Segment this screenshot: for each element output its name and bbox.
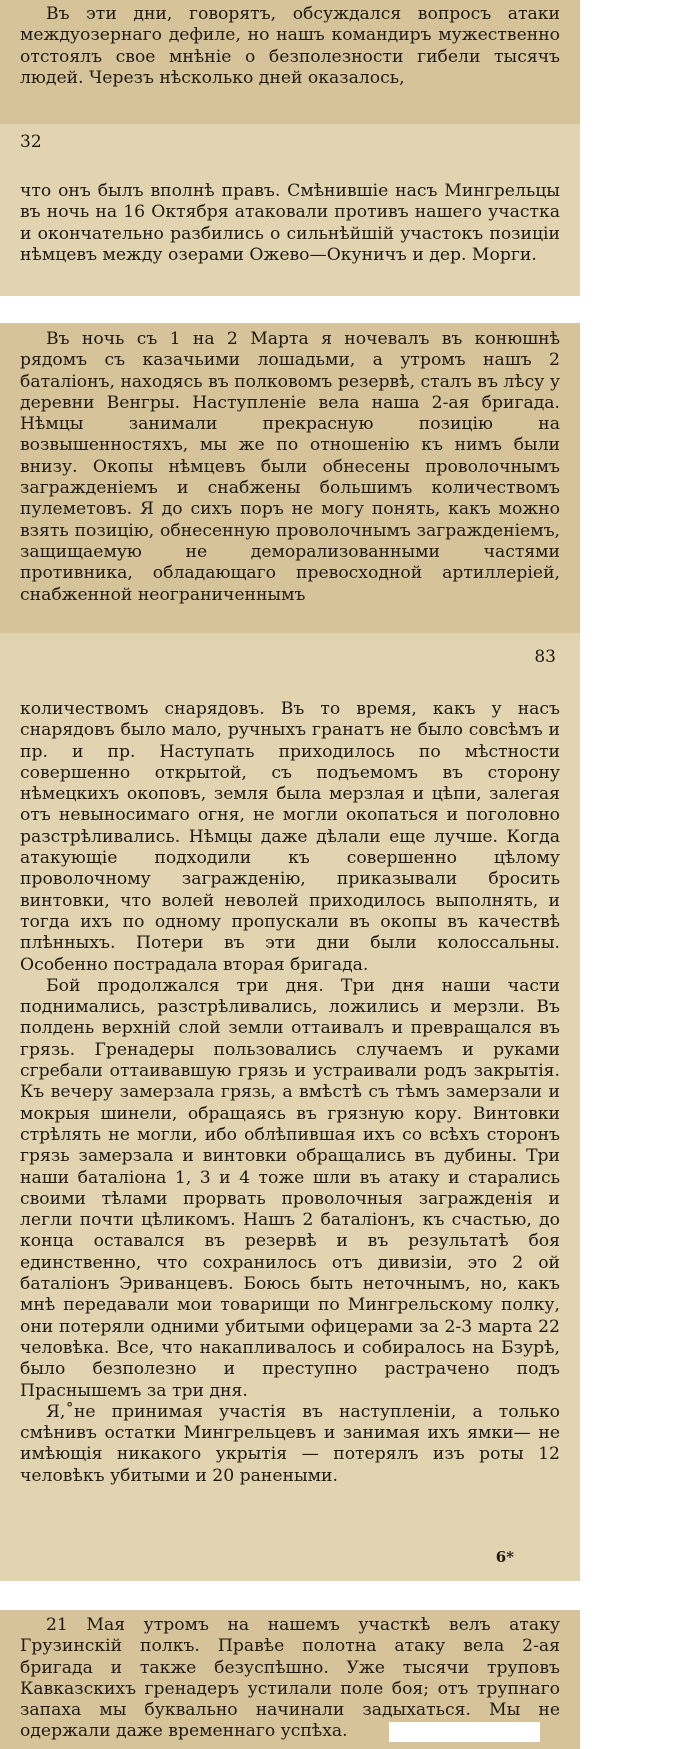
paragraph: Въ эти дни, говорятъ, обсуждался вопросъ атаки междуозернаго дефиле, но нашъ командиръ мужественно отстоялъ свое мнѣніе о безполезности гибели тысячъ людей. Черезъ нѣсколько дней оказалось, — [20, 4, 560, 88]
page-number: 32 — [20, 132, 42, 152]
paragraph: Я,˚не принимая участія въ наступленіи, а только смѣнивъ остатки Мингрельцевъ и занимая ихъ ямки— не имѣющія никакого укрытія — потерялъ изъ роты 12 человѣкъ убитыми и 20 ранеными. — [20, 1401, 560, 1486]
text-block — [0, 329, 580, 606]
page-fragment-3 — [0, 633, 580, 1581]
paragraph: количествомъ снарядовъ. Въ то время, какъ у насъ снарядовъ было мало, ручныхъ гранатъ не было совсѣмъ и пр. и пр. Наступать приходилось по мѣстности совершенно открытой, съ подъемомъ въ сторону нѣмецкихъ окоповъ, земля была мерзлая и цѣпи, залегая отъ невыносимаго огня, не могли окопаться и поголовно разстрѣливались. Нѣмцы даже дѣлали еще лучше. Когда атакующіе подходили къ совершенно цѣлому проволочному загражденію, приказывали бросить винтовки, что волей неволей приходилось выполнять, и тогда ихъ по одному пропускали въ окопы въ качествѣ плѣнныхъ. Потери въ эти дни были колоссальны. Особенно пострадала вторая бригада. — [20, 699, 560, 975]
page-fragment-4 — [0, 1610, 580, 1749]
page-fragment-2 — [0, 323, 580, 633]
text-block — [0, 699, 580, 1487]
paragraph: 21 Мая утромъ на нашемъ участкѣ велъ атаку Грузинскій полкъ. Правѣе полотна атаку вела 2-ая бригада и также безуспѣшно. Уже тысячи труповъ Кавказскихъ гренадеръ устилали поле боя; отъ трупнаго запаха мы буквально начинали задыхаться. Мы не одержали даже временнаго успѣха. — [20, 1615, 560, 1742]
page-number: 83 — [534, 647, 556, 667]
page-fragment-1 — [0, 0, 580, 124]
redaction-box — [389, 1722, 540, 1742]
page-fragment-1-lower — [0, 124, 580, 296]
signature-mark: 6* — [495, 1548, 514, 1566]
paragraph: Въ ночь съ 1 на 2 Марта я ночевалъ въ конюшнѣ рядомъ съ казачьими лошадьми, а утромъ нашъ 2 баталіонъ, находясь въ полковомъ резервѣ, сталъ въ лѣсу у деревни Венгры. Наступленіе вела наша 2-ая бригада. Нѣмцы занимали прекрасную позицію на возвышенностяхъ, мы же по отношенію къ нимъ были внизу. Окопы нѣмцевъ были обнесены проволочнымъ загражденіемъ и снабжены большимъ количествомъ пулеметовъ. Я до сихъ поръ не могу понять, какъ можно взять позицію, обнесенную проволочнымъ загражденіемъ, защищаемую не деморализованными частями противника, обладающаго превосходной артиллеріей, снабженной неограниченнымъ — [20, 329, 560, 605]
text-block — [0, 181, 580, 266]
paragraph: что онъ былъ вполнѣ правъ. Смѣнившіе насъ Мингрельцы въ ночь на 16 Октября атаковали противъ нашего участка и окончательно разбились о сильнѣйшій участокъ позиціи нѣмцевъ между озерами Ожево—Окуничъ и дер. Морги. — [20, 181, 560, 265]
paragraph: Бой продолжался три дня. Три дня наши части поднимались, разстрѣливались, ложились и мерзли. Въ полдень верхній слой земли оттаивалъ и превращался въ грязь. Гренадеры пользовались случаемъ и руками сгребали оттаивавшую грязь и устраивали родъ закрытія. Къ вечеру замерзала грязь, а вмѣстѣ съ тѣмъ замерзали и мокрыя шинели, обращаясь въ грязную кору. Винтовки стрѣлять не могли, ибо облѣпившая ихъ со всѣхъ сторонъ грязь замерзала и винтовки обращались въ дубины. Три наши баталіона 1, 3 и 4 тоже шли въ атаку и старались своими тѣлами прорвать проволочныя загражденія и легли почти цѣликомъ. Нашъ 2 баталіонъ, къ счастью, до конца оставался въ резервѣ и въ результатѣ боя единственно, что сохранилось отъ дивизіи, это 2 ой баталіонъ Эриванцевъ. Боюсь быть неточнымъ, но, какъ мнѣ передавали мои товарищи по Мингрельскому полку, они потеряли одними убитыми офицерами за 2-3 марта 22 человѣка. Все, что накапливалось и собиралось на Бзурѣ, было безполезно и преступно растрачено подъ Праснышемъ за три дня. — [20, 975, 560, 1401]
text-block — [0, 4, 580, 89]
